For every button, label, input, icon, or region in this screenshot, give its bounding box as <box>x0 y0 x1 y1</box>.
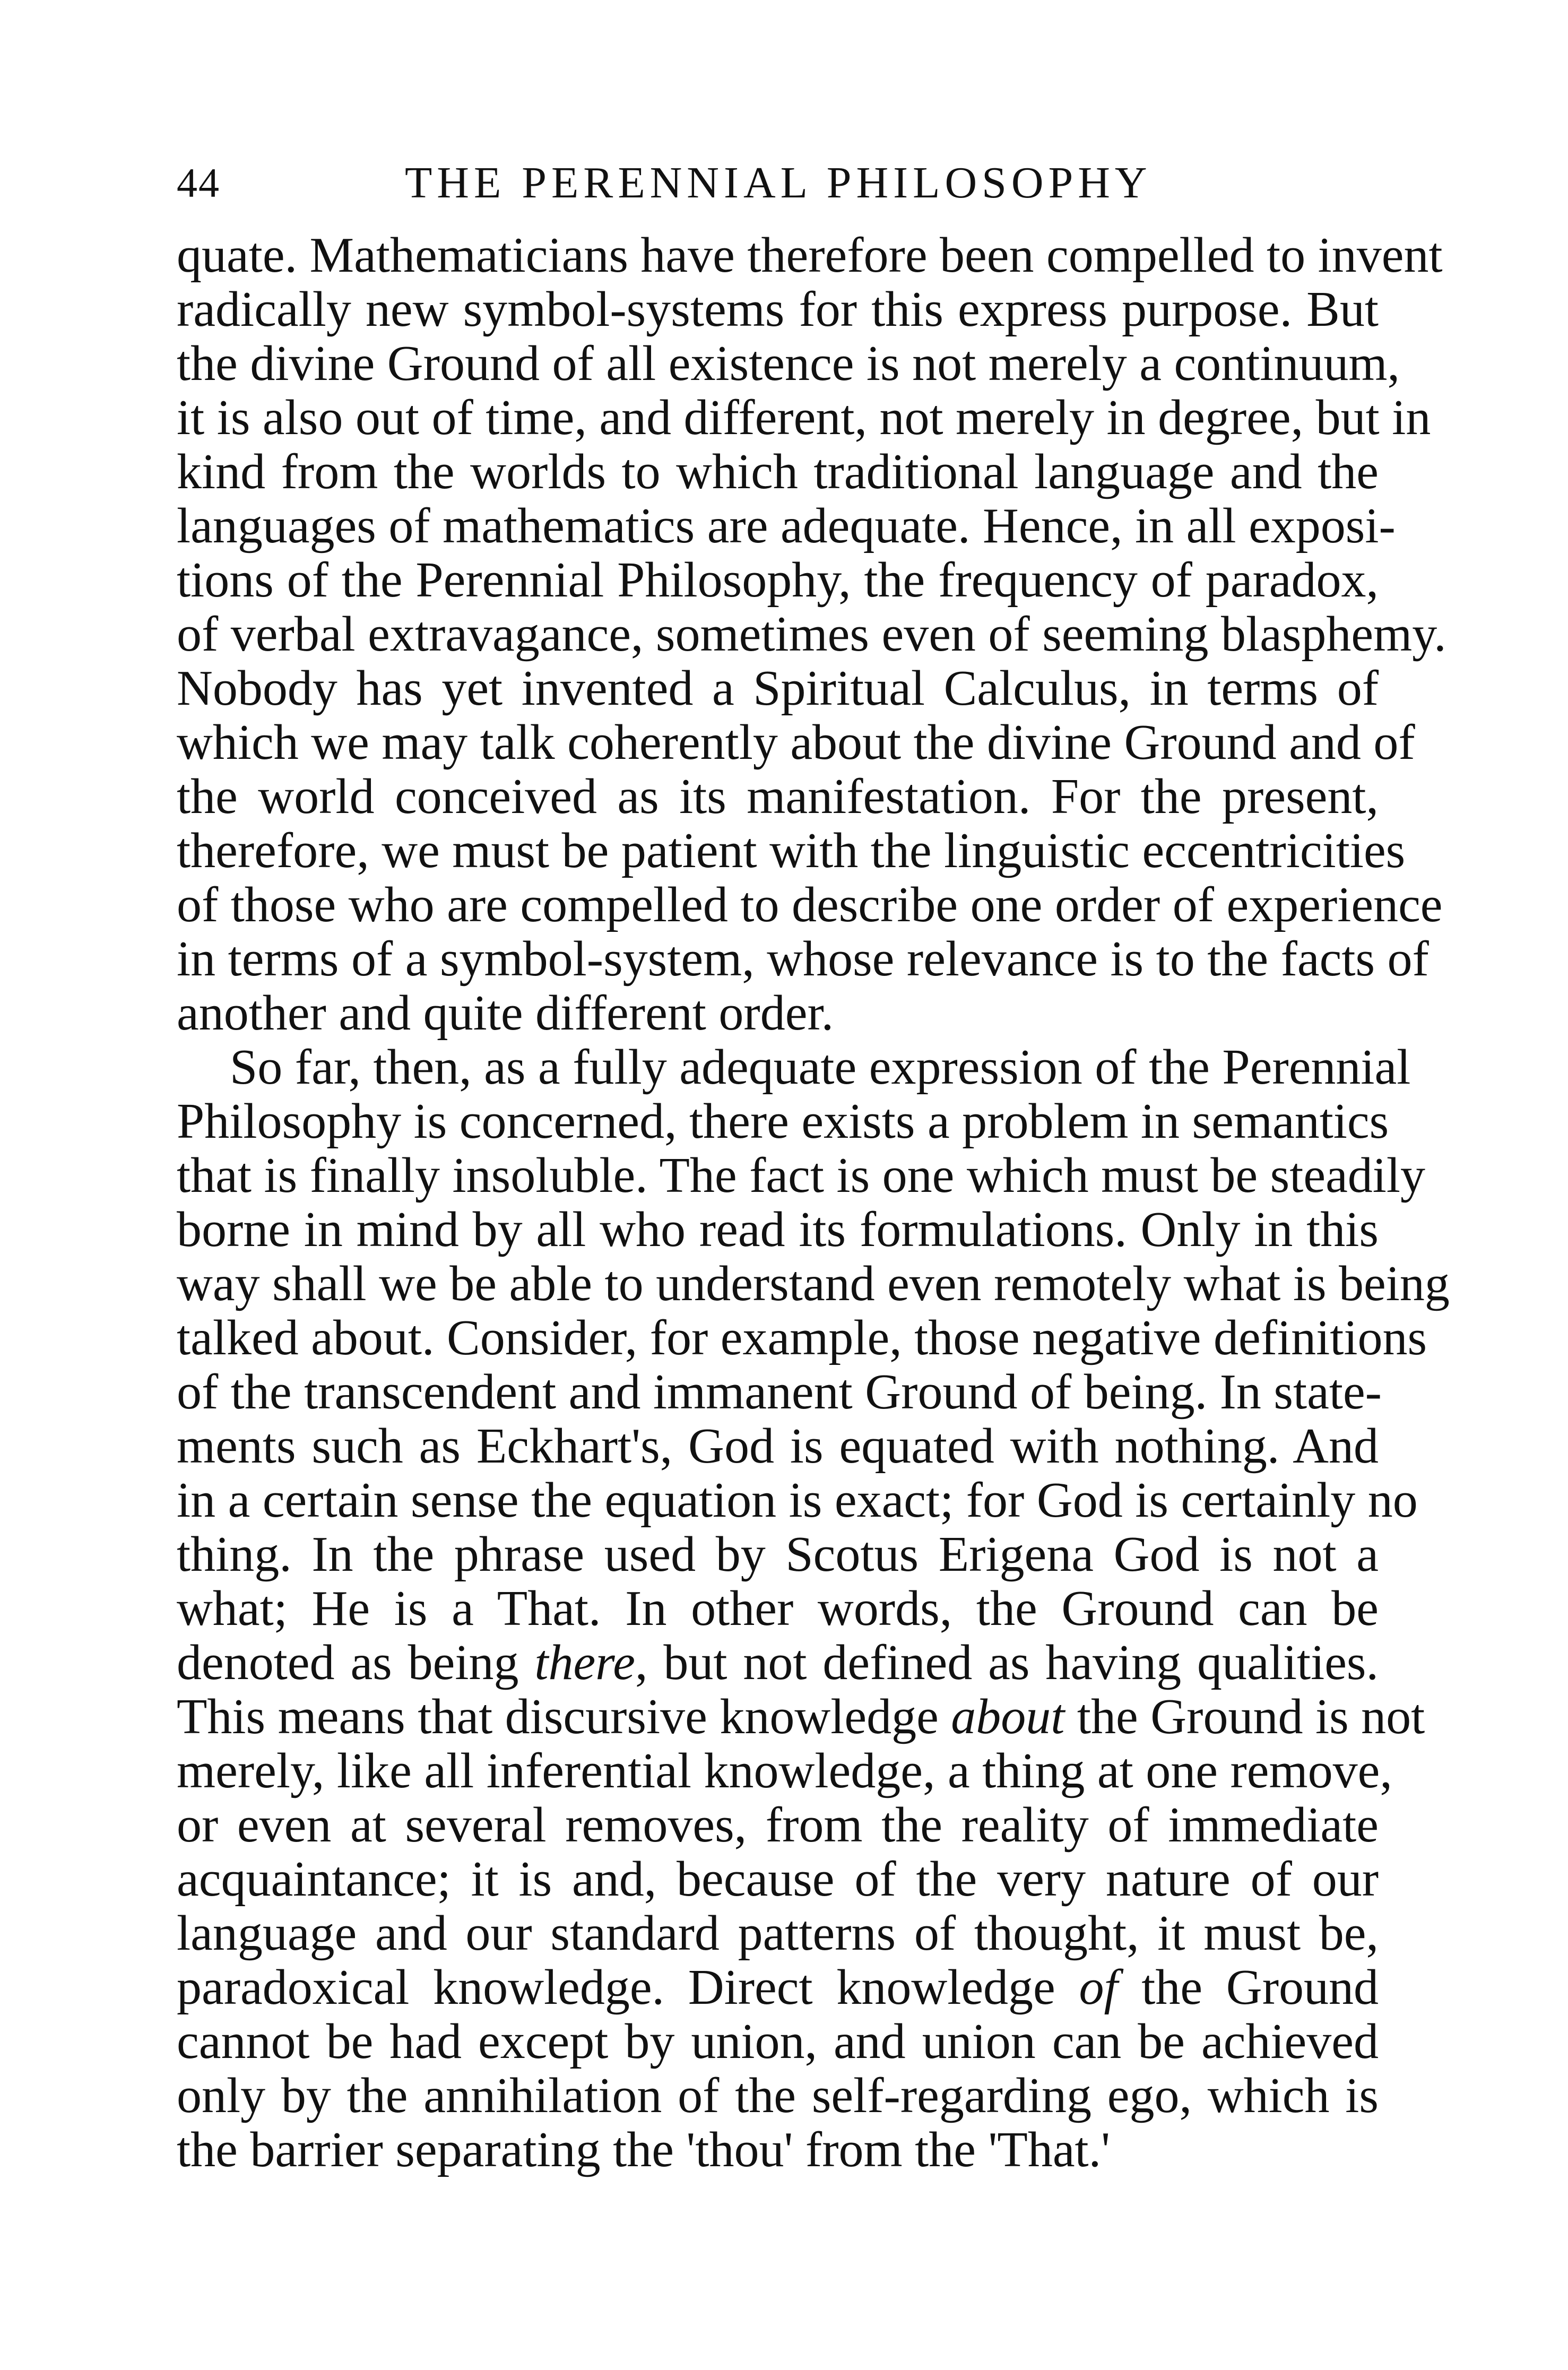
text-line: language and our standard patterns of thought, it must be, <box>177 1906 1379 1961</box>
text-line: in a certain sense the equation is exact; for God is certainly no <box>177 1473 1418 1528</box>
text-run: paradoxical knowledge. Direct knowledge <box>177 1960 1079 2015</box>
paragraph-2 <box>177 1040 1450 2177</box>
text-line: quate. Mathematicians have therefore been compelled to invent <box>177 228 1443 283</box>
running-head <box>177 154 1379 212</box>
text-line: kind from the worlds to which traditional language and the <box>177 444 1379 499</box>
text-line: of the transcendent and immanent Ground of being. In state- <box>177 1364 1382 1420</box>
italic-word: of <box>1079 1960 1118 2015</box>
text-line: cannot be had except by union, and union can be achieved <box>177 2014 1379 2069</box>
text-line: Nobody has yet invented a Spiritual Calculus, in terms of <box>177 661 1379 716</box>
text-line: languages of mathematics are adequate. Hence, in all exposi- <box>177 498 1396 553</box>
text-line <box>177 1960 1379 2014</box>
text-line: ments such as Eckhart's, God is equated with nothing. And <box>177 1418 1379 1474</box>
text-line: the world conceived as its manifestation. For the present, <box>177 769 1379 824</box>
text-line: or even at several removes, from the reality of immediate <box>177 1797 1379 1853</box>
text-line: it is also out of time, and different, not merely in degree, but in <box>177 390 1431 445</box>
text-run: the Ground is not <box>1064 1689 1425 1744</box>
text-line: of verbal extravagance, sometimes even of seeming blasphemy. <box>177 607 1446 662</box>
body-text <box>177 228 1450 2177</box>
italic-word: about <box>951 1689 1065 1744</box>
page-number: 44 <box>177 160 220 206</box>
text-line: acquaintance; it is and, because of the very nature of our <box>177 1852 1379 1907</box>
text-run: the Ground <box>1117 1960 1379 2015</box>
text-line: Philosophy is concerned, there exists a problem in semantics <box>177 1094 1389 1149</box>
text-line: which we may talk coherently about the divine Ground and of <box>177 715 1415 770</box>
text-line: radically new symbol-systems for this express purpose. But <box>177 282 1379 337</box>
text-line: that is finally insoluble. The fact is one which must be steadily <box>177 1148 1426 1203</box>
text-line: way shall we be able to understand even remotely what is being <box>177 1256 1450 1311</box>
text-line: talked about. Consider, for example, those negative definitions <box>177 1310 1427 1365</box>
text-line: tions of the Perennial Philosophy, the frequency of paradox, <box>177 552 1379 608</box>
text-line: the divine Ground of all existence is not merely a continuum, <box>177 336 1400 391</box>
text-line: of those who are compelled to describe one order of experience <box>177 877 1443 932</box>
text-line: the barrier separating the 'thou' from the 'That.' <box>177 2122 1111 2177</box>
text-run: This means that discursive knowledge <box>177 1689 951 1744</box>
italic-word: there <box>534 1635 635 1690</box>
text-line <box>177 1636 1379 1690</box>
paragraph-1 <box>177 228 1446 1041</box>
text-line <box>177 1689 1425 1744</box>
running-title: THE PERENNIAL PHILOSOPHY <box>405 158 1152 207</box>
text-line: So far, then, as a fully adequate expression of the Perennial <box>230 1040 1411 1095</box>
text-run: denoted as being <box>177 1635 535 1690</box>
text-line: in terms of a symbol-system, whose relevance is to the facts of <box>177 931 1429 987</box>
text-line: what; He is a That. In other words, the Ground can be <box>177 1581 1379 1636</box>
text-line: therefore, we must be patient with the linguistic eccentricities <box>177 823 1406 878</box>
text-line: merely, like all inferential knowledge, a thing at one remove, <box>177 1743 1392 1798</box>
text-line: another and quite different order. <box>177 985 834 1041</box>
text-line: thing. In the phrase used by Scotus Erigena God is not a <box>177 1527 1379 1582</box>
text-line: only by the annihilation of the self-regarding ego, which is <box>177 2068 1379 2123</box>
text-line: borne in mind by all who read its formulations. Only in this <box>177 1202 1379 1257</box>
text-run: , but not defined as having qualities. <box>635 1635 1379 1690</box>
